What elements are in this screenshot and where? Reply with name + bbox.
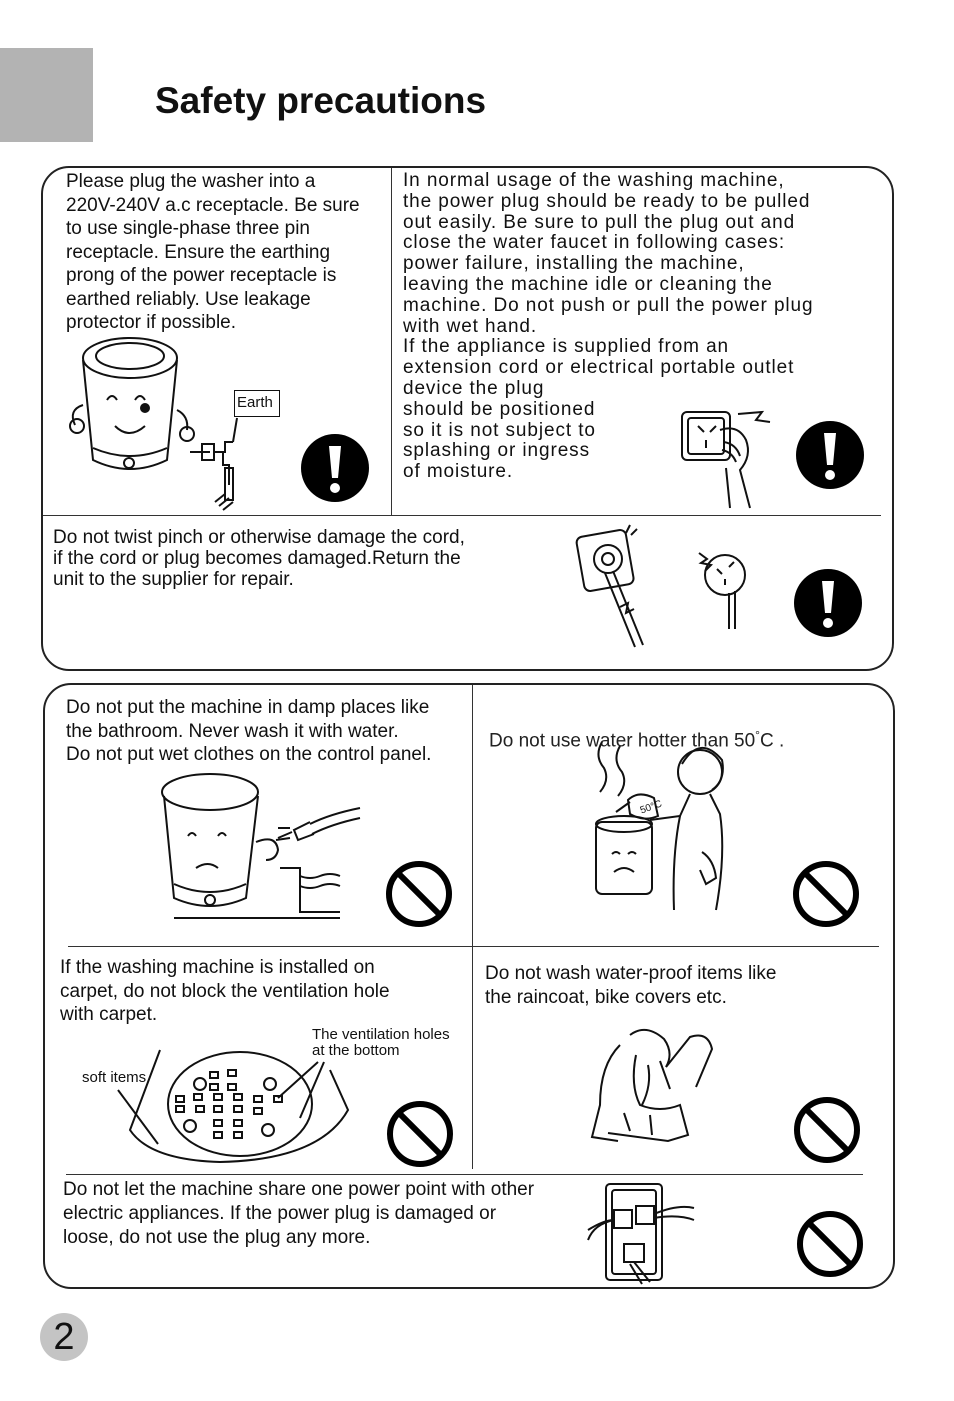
waterproof-items-instruction: Do not wash water-proof items like the raincoat, bike covers etc. xyxy=(485,963,777,1008)
pouring-hot-water-illustration xyxy=(590,742,740,912)
raincoat-illustration xyxy=(590,1025,715,1145)
kettle-label: 50°C xyxy=(638,798,664,817)
earth-label: Earth xyxy=(237,394,273,411)
divider xyxy=(391,168,392,515)
ventilation-holes-label: The ventilation holes at the bottom xyxy=(312,1026,450,1059)
soft-items-label: soft items xyxy=(82,1069,147,1086)
damp-places-instruction: Do not put the machine in damp places like the bathroom. Never wash it with water. Do not put wet clothes on the control panel. xyxy=(66,697,432,765)
unplug-hand-illustration xyxy=(680,408,780,508)
degree-symbol: ° xyxy=(755,727,760,742)
section-tab xyxy=(0,48,93,142)
hot-water-unit: C . xyxy=(759,729,785,751)
damaged-cord-illustration xyxy=(575,525,655,650)
page-title: Safety precautions xyxy=(155,80,487,121)
exclamation-circle-icon xyxy=(796,421,864,489)
exclamation-circle-icon xyxy=(301,434,369,502)
prohibition-icon xyxy=(793,1096,861,1164)
damaged-plug-illustration xyxy=(695,545,755,630)
prohibition-icon xyxy=(792,860,860,928)
page-number: 2 xyxy=(40,1313,88,1361)
washer-hosed-illustration xyxy=(160,772,375,922)
hot-water-text: Do not use water hotter than 50 xyxy=(489,729,756,751)
washer-bottom-vents-illustration xyxy=(110,1040,365,1168)
earthed-washer-illustration xyxy=(65,330,295,510)
shared-outlet-instruction: Do not let the machine share one power point with other electric appliances. If the power plug is damaged or loose, do not use the plug any more. xyxy=(63,1179,535,1248)
divider xyxy=(66,1174,863,1175)
overloaded-outlet-illustration xyxy=(584,1180,699,1285)
earthing-instruction: Please plug the washer into a 220V-240V a.c receptacle. Be sure to use single-phase three pin receptacle. Ensure the earthing prong of the power receptacle is earthed reliably. Use leakage protector if possible. xyxy=(66,171,360,333)
divider xyxy=(43,515,881,516)
prohibition-icon xyxy=(386,1100,454,1168)
prohibition-icon xyxy=(796,1210,864,1278)
carpet-instruction: If the washing machine is installed on carpet, do not block the ventilation hole with carpet. xyxy=(60,957,390,1025)
exclamation-circle-icon xyxy=(794,569,862,637)
divider xyxy=(68,946,879,947)
prohibition-icon xyxy=(385,860,453,928)
power-plug-instruction: In normal usage of the washing machine, the power plug should be ready to be pulled out easily. Be sure to pull the plug out and close the water faucet in following cases: power failure, installing the machine, leaving the machine idle or cleaning the machine. Do not push or pull the power plug with wet hand. If the appliance is supplied from an extension cord or electrical portable outlet device the plug should be positioned so it is not subject to splashing or ingress of moisture. xyxy=(403,170,814,483)
cord-damage-instruction: Do not twist pinch or otherwise damage the cord, if the cord or plug becomes damaged.Return the unit to the supplier for repair. xyxy=(53,527,465,590)
